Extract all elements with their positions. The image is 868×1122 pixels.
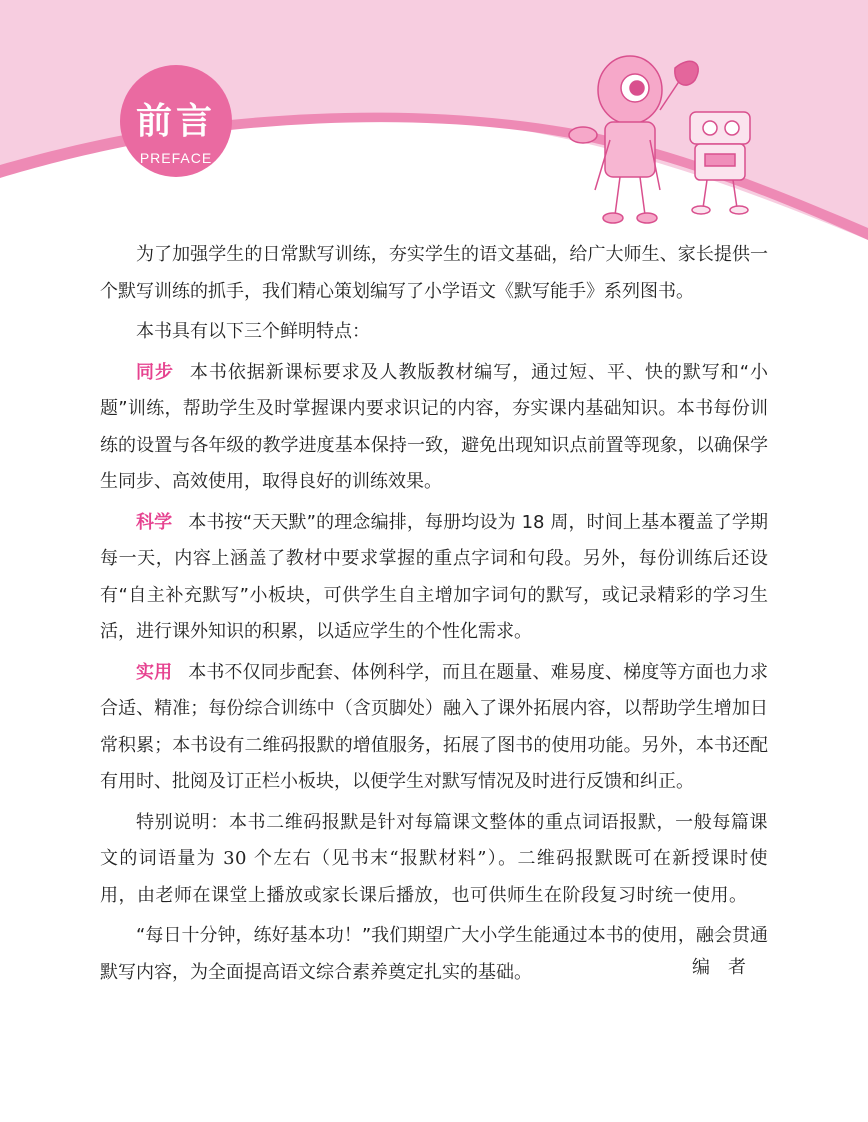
white-robot-icon [690, 112, 750, 214]
closing-paragraph: “每日十分钟，练好基本功！”我们期望广大小学生能通过本书的使用，融会贯通默写内容，为全面提高语文综合素养奠定扎实的基础。 [100, 925, 768, 983]
feature-sync [100, 355, 768, 501]
feature-science [100, 505, 768, 651]
special-note: 特别说明：本书二维码报默是针对每篇课文整体的重点词语报默，一般每篇课文的词语量为 30 个左右（见书末“报默材料”）。二维码报默既可在新授课时使用，由老师在课堂上播放或家长课后播放，也可供师生在阶段复习时统一使用。 [100, 811, 768, 906]
intro-paragraph: 为了加强学生的日常默写训练，夯实学生的语文基础，给广大师生、家长提供一个默写训练的抓手，我们精心策划编写了小学语文《默写能手》系列图书。 [100, 244, 768, 302]
features-lead: 本书具有以下三个鲜明特点： [136, 321, 370, 342]
title-badge [120, 65, 232, 177]
feature-label: 科学 [136, 511, 173, 533]
author-signature: 编者 [692, 957, 764, 978]
pink-robot-icon [569, 56, 698, 223]
feature-text: 本书按“天天默”的理念编排，每册均设为 18 周，时间上基本覆盖了学期每一天，内容上涵盖了教材中要求掌握的重点字词和句段。另外，每份训练后还设有“自主补充默写”小板块，可供学生自主增加字词句的默写，或记录精彩的学习生活，进行课外知识的积累，以适应学生的个性化需求。 [100, 511, 768, 642]
page-title: 前言 [135, 101, 216, 142]
feature-text: 本书依据新课标要求及人教版教材编写，通过短、平、快的默写和“小题”训练，帮助学生及时掌握课内要求识记的内容，夯实课内基础知识。本书每份训练的设置与各年级的教学进度基本保持一致，避免出现知识点前置等现象，以确保学生同步、高效使用，取得良好的训练效果。 [100, 361, 768, 492]
page-subtitle: PREFACE [139, 150, 213, 166]
feature-text: 本书不仅同步配套、体例科学，而且在题量、难易度、梯度等方面也力求合适、精准；每份综合训练中（含页脚处）融入了课外拓展内容，以帮助学生增加日常积累；本书设有二维码报默的增值服务，拓展了图书的使用功能。另外，本书还配有用时、批阅及订正栏小板块，以便学生对默写情况及时进行反馈和纠正。 [100, 661, 769, 792]
robot-mascots-illustration [565, 40, 775, 240]
feature-practical [100, 655, 768, 801]
feature-label: 同步 [136, 361, 174, 383]
feature-label: 实用 [136, 661, 173, 683]
preface-body [100, 237, 768, 991]
